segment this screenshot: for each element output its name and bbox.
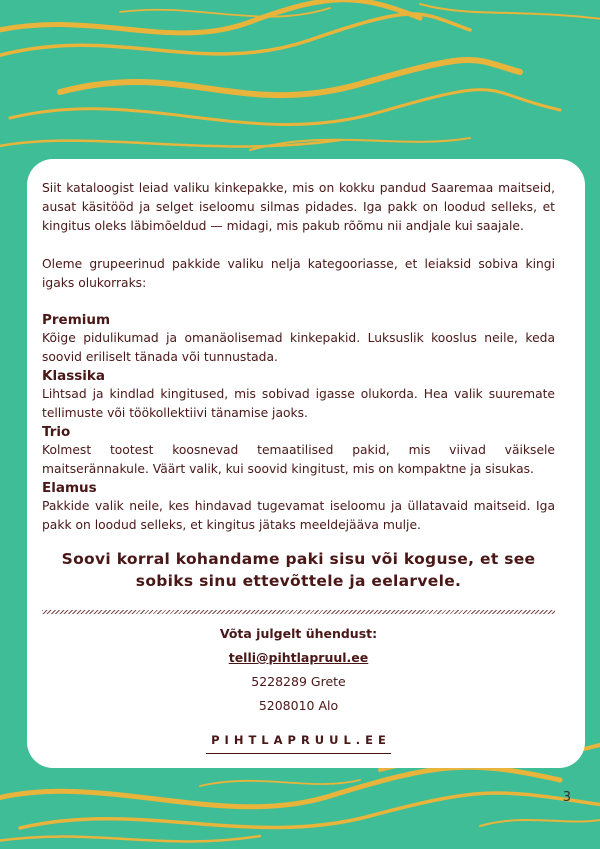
category-klassika-title: Klassika [42,368,105,384]
content-card [27,159,585,768]
contact-phone-alo: 5208010 Alo [258,698,339,713]
category-premium-title: Premium [42,312,111,328]
categories-intro-paragraph: Oleme grupeerinud pakkide valiku nelja kategooriasse, et leiaksid sobiva kingi igaks olukorraks: [42,257,555,290]
page-number: 3 [562,790,571,805]
contact-label: Võta julgelt ühendust: [219,626,378,641]
category-trio-text: Kolmest tootest koosnevad temaatilised pakid, mis viivad väiksele maitserännakule. Väärt valik, kui soovid kingitust, mis on kompaktne ja sisukas. [42,443,555,476]
category-klassika-text: Lihtsad ja kindlad kingitused, mis sobivad igasse olukorda. Hea valik suuremate tellimuste või töökollektiivi tänamise jaoks. [42,387,555,420]
brand-website-link[interactable]: PIHTLAPRUUL.EE [206,728,391,754]
category-trio-title: Trio [42,424,71,440]
dotted-divider [42,610,555,614]
category-elamus-title: Elamus [42,480,97,496]
category-premium-text: Kõige pidulikumad ja omanäolisemad kinkepakid. Luksuslik kooslus neile, keda soovid eriliselt tänada või tunnustada. [42,331,555,364]
contact-phone-grete: 5228289 Grete [251,674,346,689]
category-elamus-text: Pakkide valik neile, kes hindavad tugevamat iseloomu ja üllatavaid maitseid. Iga pakk on loodud selleks, et kingitus jätaks meeldejääva mulje. [42,499,555,532]
intro-paragraph: Siit kataloogist leiad valiku kinkepakke, mis on kokku pandud Saaremaa maitseid, ausat käsitööd ja selget iseloomu silmas pidades. Iga pakk on loodud selleks, et kingitus oleks läbimõeldud — midagi, mis pakub rõõmu nii andjale kui saajale. [42,181,555,233]
customization-callout: Soovi korral kohandame paki sisu või koguse, et see sobiks sinu ettevõttele ja eelarvele. [61,550,536,590]
contact-block [42,622,555,754]
contact-email-link[interactable]: telli@pihtlapruul.ee [228,650,369,665]
